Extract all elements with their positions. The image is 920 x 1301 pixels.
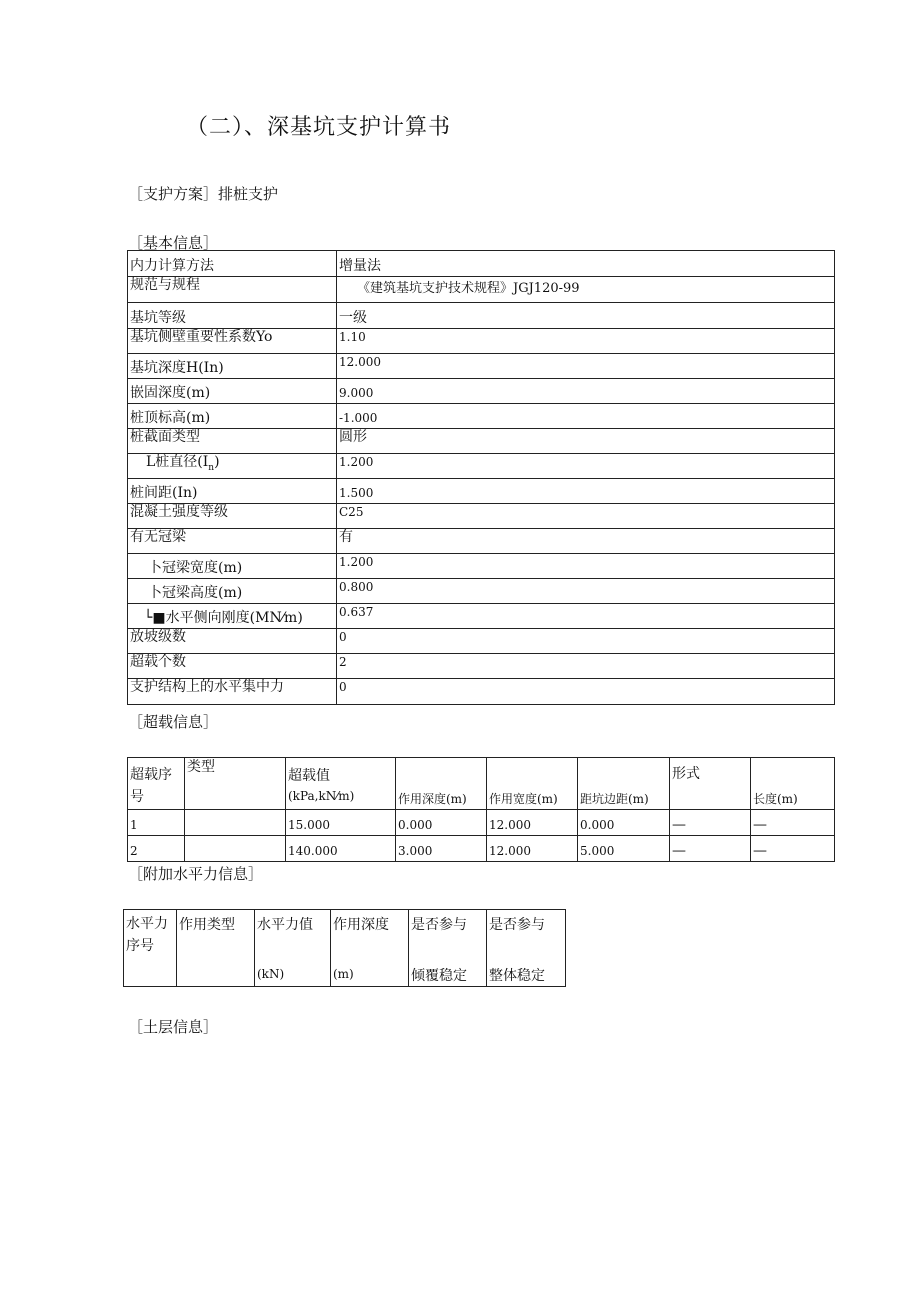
table-row xyxy=(128,836,835,862)
table-row xyxy=(128,504,835,529)
table-row xyxy=(128,354,835,379)
label-text-tail: ) xyxy=(214,454,220,471)
label-cell: 支护结构上的水平集中力 xyxy=(128,679,337,705)
header-cell-width: 作用宽度(m) xyxy=(487,758,578,810)
cell-depth: 3.000 xyxy=(396,836,487,862)
label-cell: 卜冠梁高度(m) xyxy=(128,579,337,604)
overload-info-heading: ［超载信息］ xyxy=(128,713,219,731)
cell-width: 12.000 xyxy=(487,836,578,862)
table-row xyxy=(128,251,835,277)
cell-type xyxy=(185,836,286,862)
table-row xyxy=(128,404,835,429)
header-cell-value xyxy=(286,758,396,810)
header-text: 是否参与 xyxy=(489,917,545,933)
cell-distance: 0.000 xyxy=(578,810,670,836)
table-row xyxy=(128,329,835,354)
header-cell-value xyxy=(255,910,331,987)
header-text: 整体稳定 xyxy=(489,968,545,984)
label-cell: 基坑侧壁重要性系数Yo xyxy=(128,329,337,354)
basic-info-table xyxy=(127,250,835,705)
table-row xyxy=(128,303,835,329)
table-row xyxy=(128,654,835,679)
value-cell: 9.000 xyxy=(337,379,835,404)
header-cell-overturn xyxy=(409,910,487,987)
label-subscript: n xyxy=(208,463,215,473)
header-text: (m) xyxy=(333,967,354,981)
header-cell-depth xyxy=(331,910,409,987)
cell-depth: 0.000 xyxy=(396,810,487,836)
header-cell-seq xyxy=(128,758,185,810)
value-cell: 12.000 xyxy=(337,354,835,379)
value-cell: 1.10 xyxy=(337,329,835,354)
table-row xyxy=(128,579,835,604)
header-cell-seq xyxy=(124,910,177,987)
header-text: 超载值 xyxy=(288,768,330,784)
cell-width: 12.000 xyxy=(487,810,578,836)
label-cell: └■水平侧向刚度(MN⁄m) xyxy=(128,604,337,629)
header-cell-length: 长度(m) xyxy=(751,758,835,810)
header-text: 水平力 xyxy=(126,916,168,932)
label-cell: 桩顶标高(m) xyxy=(128,404,337,429)
header-cell-form: 形式 xyxy=(670,758,751,810)
header-cell-type: 类型 xyxy=(185,758,286,810)
header-text: 号 xyxy=(130,789,144,805)
cell-form: — xyxy=(670,836,751,862)
value-cell: 1.200 xyxy=(337,454,835,479)
value-cell: 0 xyxy=(337,629,835,654)
value-cell: -1.000 xyxy=(337,404,835,429)
header-cell-depth: 作用深度(m) xyxy=(396,758,487,810)
label-cell: 超载个数 xyxy=(128,654,337,679)
cell-type xyxy=(185,810,286,836)
value-cell: 圆形 xyxy=(337,429,835,454)
label-cell: 放坡级数 xyxy=(128,629,337,654)
overload-table xyxy=(127,757,835,862)
label-cell xyxy=(128,454,337,479)
value-cell: 一级 xyxy=(337,303,835,329)
label-cell: 基坑等级 xyxy=(128,303,337,329)
header-text: (kPa,kN⁄m) xyxy=(288,789,355,803)
horizontal-force-table xyxy=(123,909,566,987)
label-cell: 规范与规程 xyxy=(128,277,337,303)
header-text: (kN) xyxy=(257,967,285,981)
page-title: （二）、深基坑支护计算书 xyxy=(186,115,452,140)
cell-form: — xyxy=(670,810,751,836)
header-cell-overall xyxy=(487,910,566,987)
basic-info-heading: ［基本信息］ xyxy=(128,234,219,252)
support-scheme-line: ［支护方案］排桩支护 xyxy=(128,185,279,203)
horizontal-force-heading: ［附加水平力信息］ xyxy=(128,865,264,883)
value-cell: 有 xyxy=(337,529,835,554)
header-cell-distance: 距坑边距(m) xyxy=(578,758,670,810)
label-cell: 有无冠梁 xyxy=(128,529,337,554)
table-row xyxy=(128,679,835,705)
header-text: 作用深度 xyxy=(333,917,389,933)
value-cell xyxy=(337,277,835,303)
table-row xyxy=(128,277,835,303)
value-cell: 1.200 xyxy=(337,554,835,579)
label-text: L桩直径(I xyxy=(146,454,209,471)
table-row xyxy=(128,810,835,836)
header-text: 序号 xyxy=(126,938,154,954)
table-row xyxy=(128,554,835,579)
cell-value: 140.000 xyxy=(286,836,396,862)
value-cell: 增量法 xyxy=(337,251,835,277)
header-text: 超载序 xyxy=(130,767,172,783)
value-cell: 0.800 xyxy=(337,579,835,604)
cell-distance: 5.000 xyxy=(578,836,670,862)
label-cell: 嵌固深度(m) xyxy=(128,379,337,404)
cell-seq: 2 xyxy=(128,836,185,862)
header-text: 倾覆稳定 xyxy=(411,968,467,984)
table-header-row xyxy=(128,758,835,810)
table-row xyxy=(128,629,835,654)
table-row xyxy=(128,479,835,504)
header-cell-type: 作用类型 xyxy=(177,910,255,987)
label-cell: 桩间距(In) xyxy=(128,479,337,504)
table-row xyxy=(128,454,835,479)
value-cell: 0 xyxy=(337,679,835,705)
table-row xyxy=(128,529,835,554)
table-row xyxy=(128,604,835,629)
label-cell: 桩截面类型 xyxy=(128,429,337,454)
cell-length: — xyxy=(751,836,835,862)
cell-value: 15.000 xyxy=(286,810,396,836)
label-cell: 混凝土强度等级 xyxy=(128,504,337,529)
table-header-row xyxy=(124,910,566,987)
value-cell: 0.637 xyxy=(337,604,835,629)
table-row xyxy=(128,379,835,404)
soil-info-heading: ［土层信息］ xyxy=(128,1018,219,1036)
header-text: 是否参与 xyxy=(411,917,467,933)
value-cell: C25 xyxy=(337,504,835,529)
cell-length: — xyxy=(751,810,835,836)
header-text: 水平力值 xyxy=(257,917,313,933)
cell-seq: 1 xyxy=(128,810,185,836)
value-cell: 2 xyxy=(337,654,835,679)
label-cell: 基坑深度H(In) xyxy=(128,354,337,379)
value-text: 《建筑基坑支护技术规程》JGJ120-99 xyxy=(357,281,580,296)
value-cell: 1.500 xyxy=(337,479,835,504)
label-cell: 内力计算方法 xyxy=(128,251,337,277)
label-cell: 卜冠梁宽度(m) xyxy=(128,554,337,579)
table-row xyxy=(128,429,835,454)
